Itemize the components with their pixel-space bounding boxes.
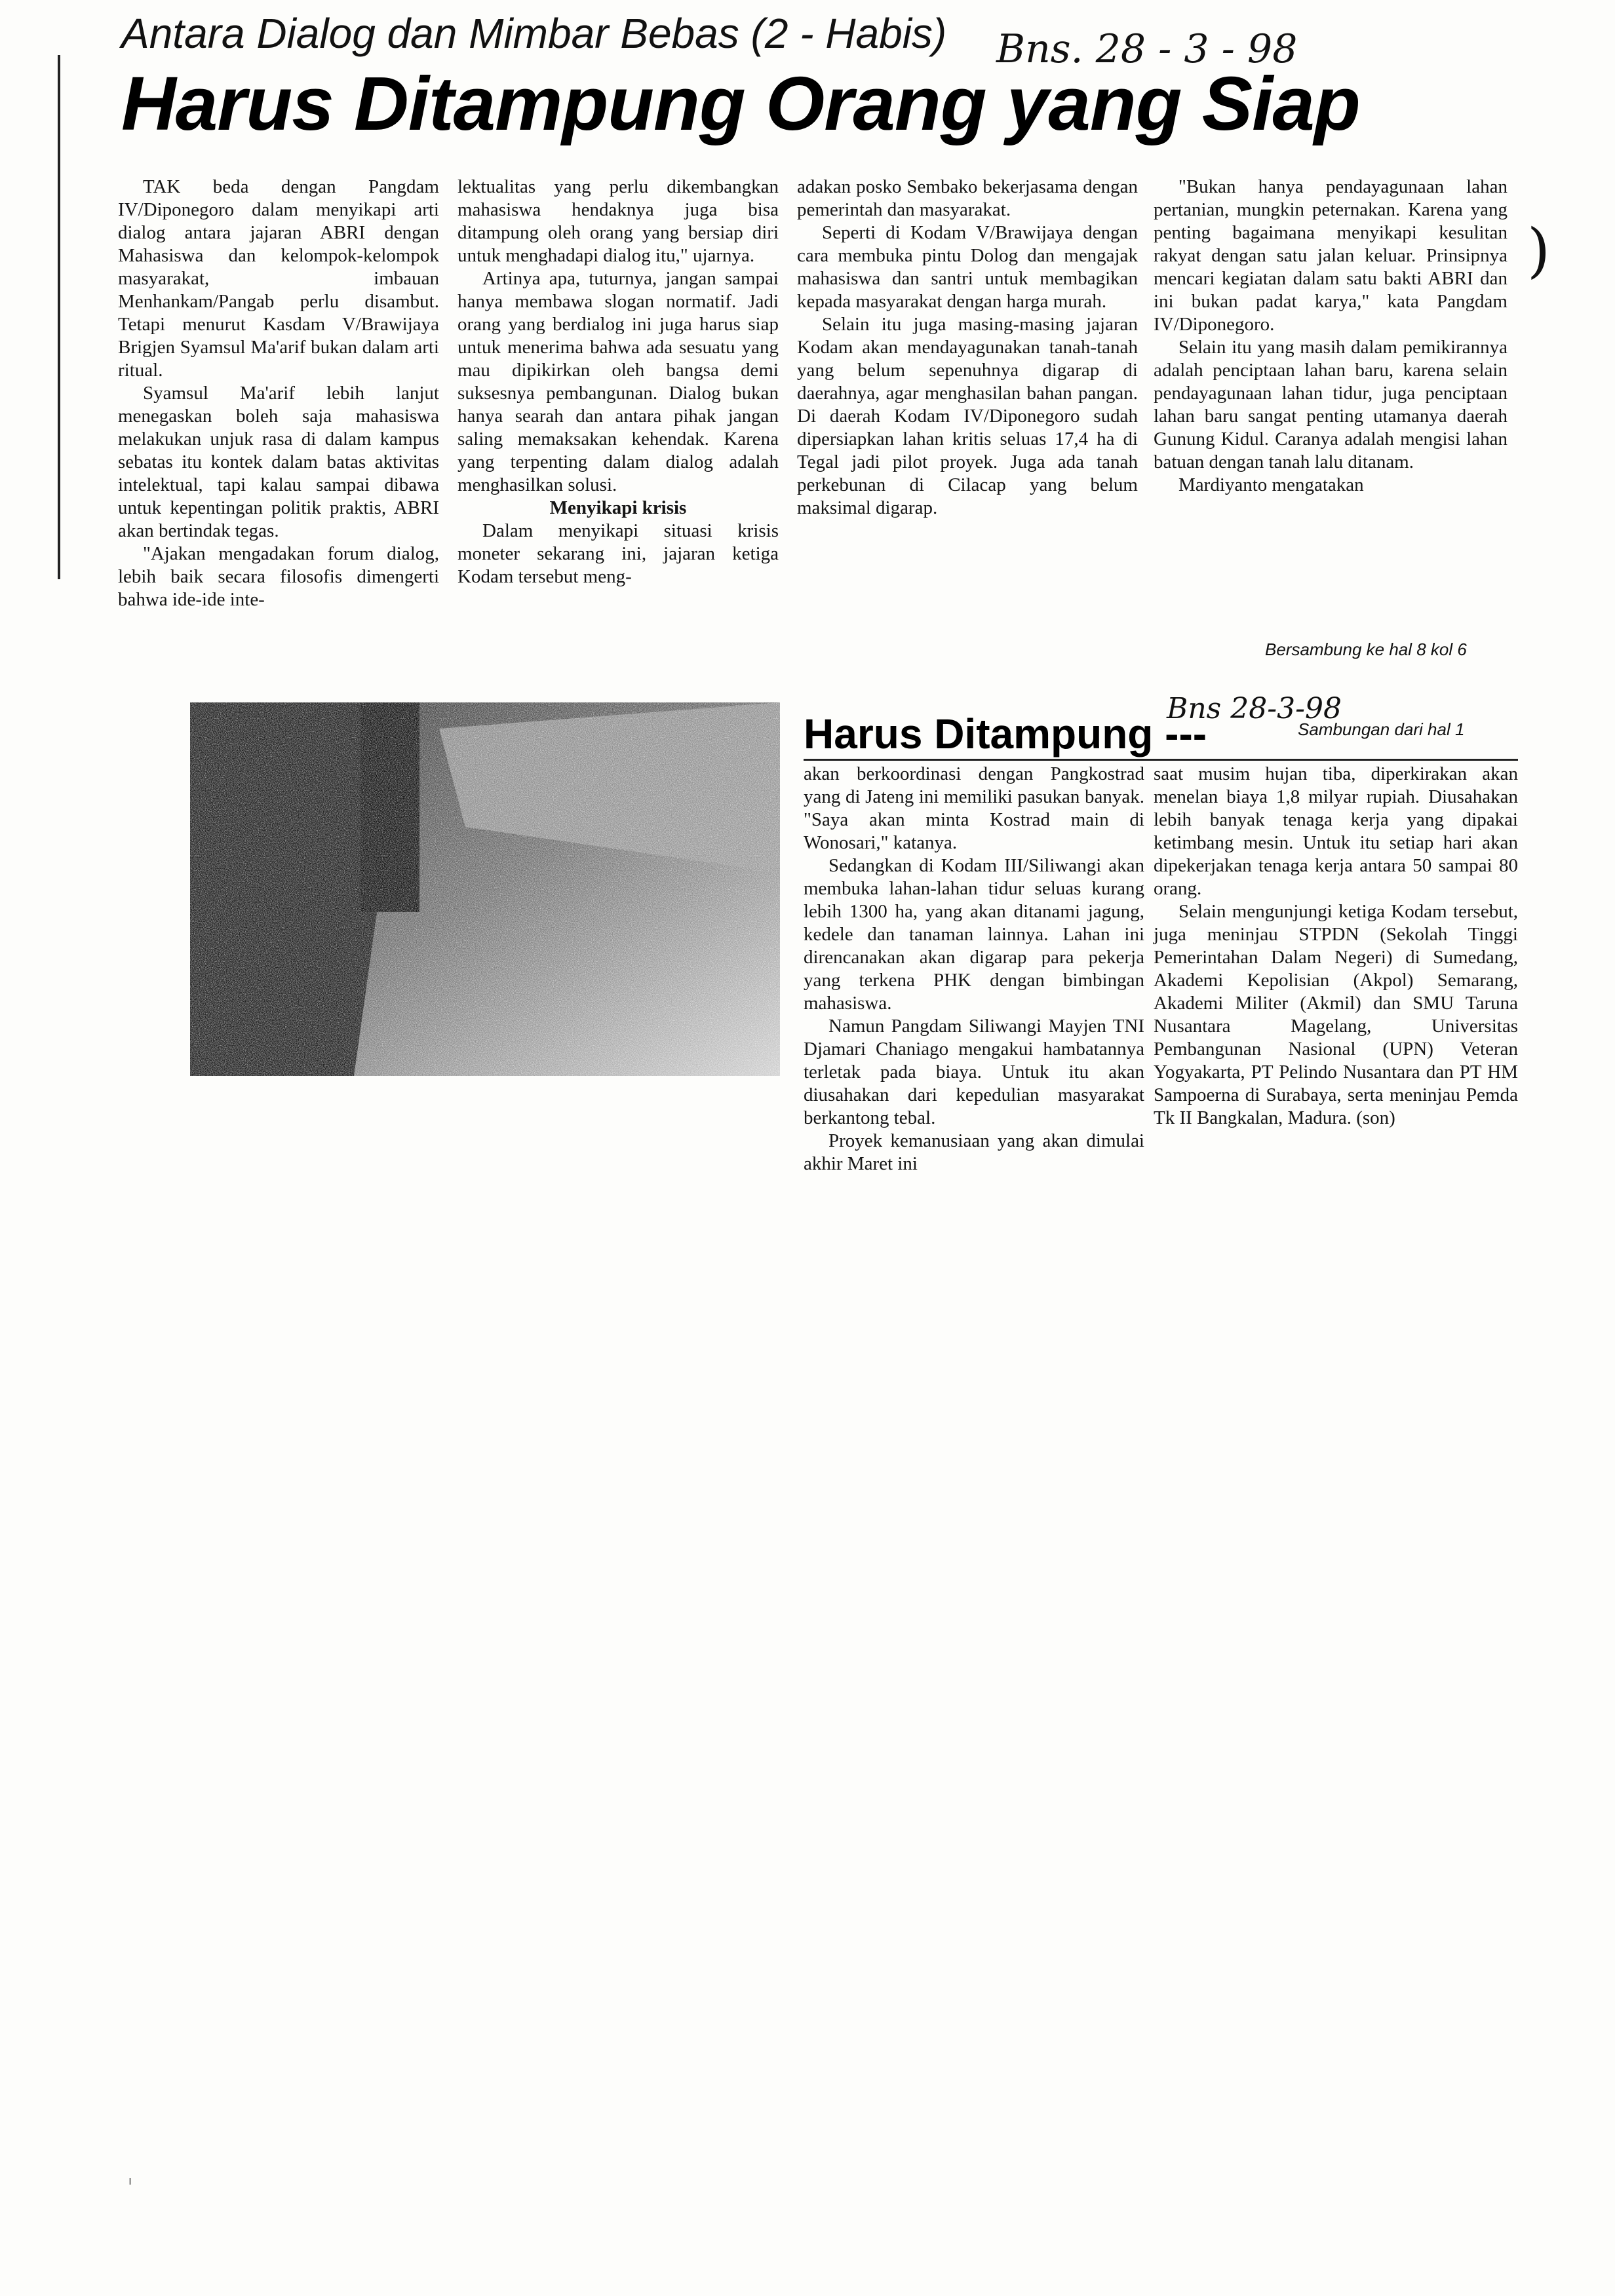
news-photo	[190, 702, 780, 1076]
binding-margin-line	[58, 55, 60, 579]
handwritten-date-jump: Bns 28-3-98	[1167, 692, 1342, 725]
paragraph: Sedangkan di Kodam III/Siliwangi akan membuka lahan-lahan tidur seluas kurang lebih 1300 ha, yang akan ditanami jagung, kedele dan tanaman lainnya. Lahan ini direncanakan akan digarap para pekerja yang terkena PHK dengan bimbingan mahasiswa.	[804, 855, 1144, 1014]
paragraph: Selain itu juga masing-masing jajaran Kodam akan mendayagunakan tanah-tanah yang belum sepenuhnya digarap di daerahnya, agar menghasilan bahan pangan. Di daerah Kodam IV/Diponegoro sudah dipersiapkan lahan kritis seluas 17,4 ha di Tegal jadi pilot proyek. Juga ada tanah perkebunan di Cilacap yang belum maksimal digarap.	[797, 314, 1138, 518]
paragraph: Seperti di Kodam V/Brawijaya dengan cara membuka pintu Dolog dan mengajak mahasiswa dan santri untuk membagikan kepada masyarakat dengan harga murah.	[797, 222, 1138, 312]
article-column-3	[797, 176, 1138, 680]
article-headline: Harus Ditampung Orang yang Siap	[121, 61, 1360, 146]
subheading: Menyikapi krisis	[549, 497, 687, 518]
jump-column-1	[804, 763, 1144, 1300]
paragraph: "Bukan hanya pendayagunaan lahan pertanian, mungkin peternakan. Karena yang penting bagaimana menyikapi kesulitan rakyat dengan satu jalan keluar. Prinsipnya mencari kegiatan dalam satu bakti ABRI dan ini bukan padat karya," kata Pangdam IV/Diponegoro.	[1154, 176, 1508, 335]
news-photo-graphic	[190, 702, 780, 1076]
paragraph: akan berkoordinasi dengan Pangkostrad yang di Jateng ini memiliki pasukan banyak. "Saya akan minta Kostrad main di Wonosari," katanya.	[804, 763, 1144, 853]
divider	[804, 759, 1518, 761]
article-column-2	[457, 176, 779, 680]
jump-column-2	[1154, 763, 1518, 1300]
paragraph: Syamsul Ma'arif lebih lanjut menegaskan boleh saja mahasiswa melakukan unjuk rasa di dalam kampus sebatas itu kontek dalam batas aktivitas intelektual, tapi kalau sampai dibawa untuk kepentingan politik praktis, ABRI akan bertindak tegas.	[118, 383, 439, 541]
bracket-mark: )	[1527, 216, 1551, 285]
paragraph: Namun Pangdam Siliwangi Mayjen TNI Djamari Chaniago mengakui hambatannya terletak pada biaya. Untuk itu akan diusahakan dari kepedulian masyarakat berkantong tebal.	[804, 1016, 1144, 1128]
paragraph: TAK beda dengan Pangdam IV/Diponegoro dalam menyikapi arti dialog antara jajaran ABRI dengan Mahasiswa dan kelompok-kelompok masyarakat, imbauan Menhankam/Pangab perlu disambut. Tetapi menurut Kasdam V/Brawijaya Brigjen Syamsul Ma'arif bukan dalam arti ritual.	[118, 176, 439, 381]
paragraph: lektualitas yang perlu dikembangkan mahasiswa hendaknya juga bisa ditampung oleh orang yang bersiap diri untuk menghadapi dialog itu," ujarnya.	[457, 176, 779, 266]
paragraph: Proyek kemanusiaan yang akan dimulai akhir Maret ini	[804, 1130, 1144, 1174]
paragraph: Selain itu yang masih dalam pemikirannya adalah penciptaan lahan baru, karena selain pendayagunaan lahan tidur, juga penciptaan lahan baru sangat penting utamanya daerah Gunung Kidul. Caranya adalah mengisi lahan batuan dengan tanah lalu ditanam.	[1154, 337, 1508, 472]
paragraph: adakan posko Sembako bekerjasama dengan pemerintah dan masyarakat.	[797, 176, 1138, 220]
jump-headline: Harus Ditampung ---	[804, 710, 1207, 757]
paragraph: saat musim hujan tiba, diperkirakan akan menelan biaya 1,8 milyar rupiah. Diusahakan lebih banyak tenaga kerja yang dipakai ketimbang mesin. Untuk itu setiap hari akan dipekerjakan tenaga kerja antara 50 sampai 80 orang.	[1154, 763, 1518, 899]
article-column-1	[118, 176, 439, 680]
article-column-4	[1154, 176, 1508, 634]
continued-note: Bersambung ke hal 8 kol 6	[1265, 640, 1467, 659]
paragraph: Dalam menyikapi situasi krisis moneter sekarang ini, jajaran ketiga Kodam tersebut meng-	[457, 520, 779, 587]
paragraph: Mardiyanto mengatakan	[1178, 474, 1364, 495]
stray-mark: ı	[128, 2174, 132, 2188]
paragraph: Artinya apa, tuturnya, jangan sampai hanya membawa slogan normatif. Jadi orang yang berdialog ini juga harus siap untuk menerima bahwa ada sesuatu yang mau dipikirkan oleh bangsa demi suksesnya pembangunan. Dialog bukan hanya searah dan antara pihak jangan saling memaksakan kehendak. Karena yang terpenting dalam dialog adalah menghasilkan solusi.	[457, 268, 779, 495]
paragraph: Selain mengunjungi ketiga Kodam tersebut, juga meninjau STPDN (Sekolah Tinggi Pemerintahan Dalam Negeri) di Sumedang, Akademi Kepolisian (Akpol) Semarang, Akademi Militer (Akmil) dan SMU Taruna Nusantara Magelang, Universitas Pembangunan Nasional (UPN) Veteran Yogyakarta, PT Pelindo Nusantara dan PT HM Sampoerna di Surabaya, serta meninjau Pemda Tk II Bangkalan, Madura. (son)	[1154, 901, 1518, 1128]
handwritten-date-top: Bns. 28 - 3 - 98	[996, 26, 1298, 72]
paragraph: "Ajakan mengadakan forum dialog, lebih baik secara filosofis dimengerti bahwa ide-ide inte-	[118, 543, 439, 610]
jump-note: Sambungan dari hal 1	[1298, 719, 1465, 739]
article-kicker: Antara Dialog dan Mimbar Bebas (2 - Habis)	[121, 10, 947, 57]
